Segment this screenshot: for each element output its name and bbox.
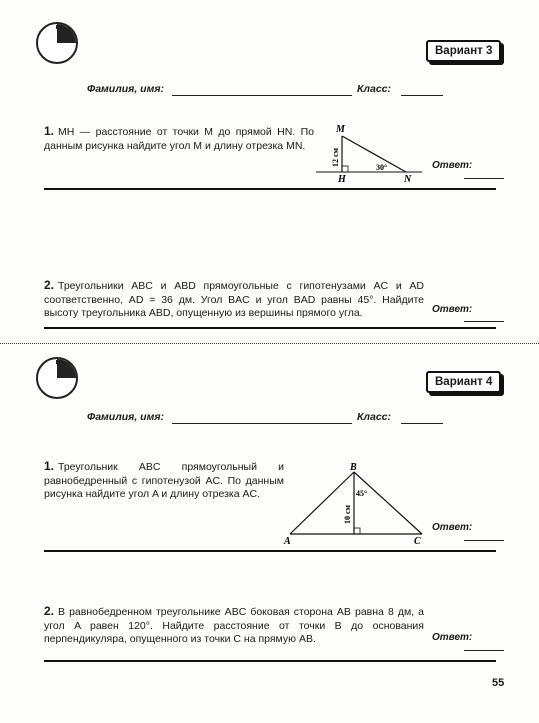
answer-label: Ответ: [432, 632, 473, 643]
angle-label: 30° [376, 163, 388, 172]
answer-field[interactable] [464, 321, 504, 322]
answer-label: Ответ: [432, 160, 473, 171]
answer-field[interactable] [464, 540, 504, 541]
class-field[interactable] [401, 423, 443, 424]
answer-field[interactable] [464, 650, 504, 651]
timer-clock-icon [36, 22, 78, 64]
task-divider [44, 327, 496, 329]
task-2-text: 2. Треугольники ABC и ABD прямоугольные с гипотенузами AC и AD соответственно, AD = 36 дм. Угол BAC и угол BAD равны 45°. Найдите высоту треугольника ABD, опущенную из вершины прямого угла. [44, 278, 424, 319]
name-label: Фамилия, имя: [87, 411, 165, 423]
task-divider [44, 188, 496, 190]
class-label: Класс: [357, 411, 392, 423]
answer-label: Ответ: [432, 304, 473, 315]
name-field[interactable] [172, 95, 352, 96]
page-number: 55 [492, 677, 505, 689]
task-divider [44, 660, 496, 662]
triangle-abc-figure [282, 462, 432, 548]
answer-field[interactable] [464, 178, 504, 179]
label-c: C [414, 536, 421, 547]
task-1-text: 1. MH — расстояние от точки M до прямой HN. По данным рисунка найдите угол M и длину отрезка MN. [44, 124, 314, 152]
triangle-mhn-figure [314, 120, 426, 184]
task-1-text: 1. Треугольник ABC прямоугольный и равнобедренный с гипотенузой AC. По данным рисунка найдите угол A и длину отрезка AC. [44, 459, 284, 500]
cut-line [0, 343, 539, 344]
variant-badge: Вариант 3 [426, 40, 501, 62]
name-label: Фамилия, имя: [87, 83, 165, 95]
side-label: 12 см [331, 148, 340, 167]
task-divider [44, 550, 496, 552]
label-n: N [404, 174, 412, 184]
timer-clock-icon [36, 357, 78, 399]
label-h: H [338, 174, 346, 184]
label-b: B [350, 462, 357, 473]
variant-badge: Вариант 4 [426, 371, 501, 393]
label-a: A [284, 536, 291, 547]
answer-label: Ответ: [432, 522, 473, 533]
name-field[interactable] [172, 423, 352, 424]
task-2-text: 2. В равнобедренном треугольнике ABC боковая сторона AB равна 8 дм, а угол A равен 120°. Найдите расстояние от точки B до основания перпендикуляра, опущенного из точки C на прямую AB. [44, 604, 424, 645]
label-m: M [336, 124, 345, 135]
side-label: 10 см [343, 505, 352, 524]
class-field[interactable] [401, 95, 443, 96]
class-label: Класс: [357, 83, 392, 95]
angle-label: 45° [356, 489, 368, 498]
